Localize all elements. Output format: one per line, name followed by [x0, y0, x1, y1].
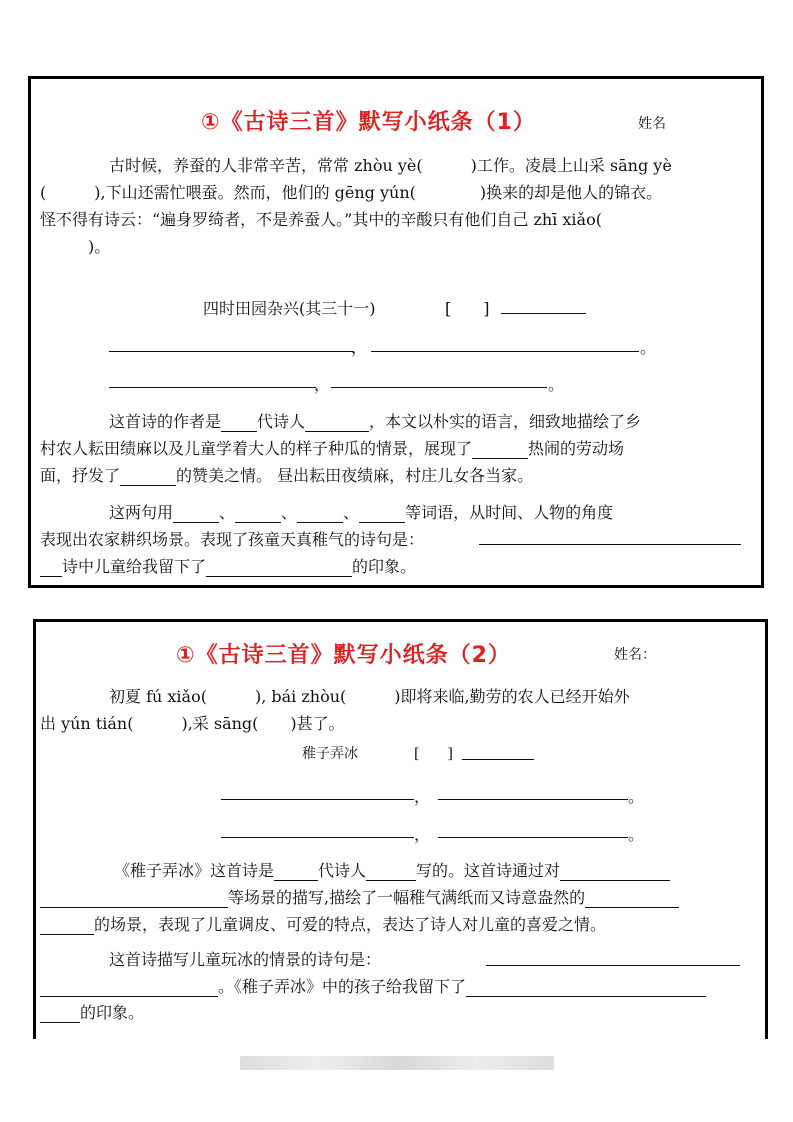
- paragraph-1-line-2: [40, 436, 624, 459]
- card-title: ①《古诗三首》默写小纸条（2）: [176, 643, 511, 668]
- period: 。: [548, 375, 565, 394]
- paragraph-1-line-3: [40, 463, 533, 486]
- answer-blank[interactable]: [173, 505, 219, 523]
- verse-blank[interactable]: [438, 837, 628, 838]
- text: 诗中儿童给我留下了: [62, 557, 207, 576]
- intro-line-1: 初夏 fú xiǎo( ), bái zhòu( )即将来临,勤劳的农人已经开始外: [109, 687, 630, 706]
- dictation-card-2: [33, 619, 768, 1039]
- answer-blank[interactable]: [297, 505, 343, 523]
- text: 热闹的劳动场: [528, 439, 625, 458]
- verse-blank[interactable]: [479, 544, 741, 545]
- blurred-watermark: [240, 1056, 554, 1070]
- text: 面，抒发了: [40, 466, 121, 485]
- answer-blank[interactable]: [40, 1005, 80, 1023]
- answer-blank[interactable]: [206, 559, 352, 577]
- text: 的赞美之情。 昼出耘田夜绩麻，村庄儿女各当家。: [176, 466, 534, 485]
- paragraph-1-line-3: [40, 912, 606, 935]
- name-label: 姓名：: [614, 647, 656, 663]
- author-blank[interactable]: [501, 313, 586, 314]
- separator: 、: [343, 503, 360, 522]
- answer-blank[interactable]: [40, 890, 228, 908]
- comma: ，: [414, 825, 431, 844]
- verse-blank[interactable]: [438, 799, 628, 800]
- paragraph-2-line-2: [40, 527, 424, 550]
- answer-blank[interactable]: [359, 505, 405, 523]
- verse-blank[interactable]: [371, 351, 639, 352]
- comma: ，: [351, 338, 368, 357]
- period: 。: [628, 787, 645, 806]
- text: 等场景的描写,描绘了一幅稚气满纸而又诗意盎然的: [228, 888, 586, 907]
- verse-blank[interactable]: [486, 965, 740, 966]
- poem-title: 稚子弄冰: [302, 746, 358, 762]
- answer-blank[interactable]: [472, 441, 528, 459]
- intro-line-4: )。: [40, 237, 111, 256]
- text: 的印象。: [80, 1003, 145, 1022]
- separator: 、: [219, 503, 236, 522]
- text: 写的。这首诗通过对: [416, 861, 561, 880]
- verse-blank[interactable]: [109, 351, 354, 352]
- verse-blank[interactable]: [331, 387, 547, 388]
- verse-blank[interactable]: [40, 979, 218, 997]
- author-blank[interactable]: [462, 759, 534, 760]
- dynasty-blank[interactable]: [274, 863, 318, 881]
- answer-blank[interactable]: [585, 890, 679, 908]
- paragraph-2-line-1: [109, 500, 613, 523]
- paragraph-2-line-3: [40, 1000, 144, 1023]
- comma: ，: [414, 787, 431, 806]
- text: 这首诗描写儿童玩冰的情景的诗句是：: [109, 950, 382, 969]
- intro-line-2: 出 yún tián( ),采 sāng( )甚了。: [40, 714, 345, 733]
- text: 等词语，从时间、人物的角度: [405, 503, 614, 522]
- separator: 、: [281, 503, 298, 522]
- paragraph-2-line-2: [40, 974, 706, 997]
- poet-blank[interactable]: [305, 414, 369, 432]
- text: 表现出农家耕织场景。表现了孩童天真稚气的诗句是：: [40, 530, 425, 549]
- poet-blank[interactable]: [366, 863, 416, 881]
- comma: ，: [314, 375, 331, 394]
- text: 的印象。: [352, 557, 417, 576]
- dynasty-bracket: [ ]: [414, 746, 453, 762]
- verse-blank[interactable]: [109, 387, 316, 388]
- paragraph-1-line-1: [114, 858, 670, 881]
- text: ，本文以朴实的语言，细致地描绘了乡: [369, 412, 642, 431]
- answer-blank[interactable]: [120, 468, 176, 486]
- verse-blank[interactable]: [40, 559, 62, 577]
- dictation-card-1: [28, 76, 764, 588]
- verse-blank[interactable]: [221, 837, 414, 838]
- paragraph-2-line-3: [40, 554, 416, 577]
- period: 。: [628, 825, 645, 844]
- answer-blank[interactable]: [40, 917, 94, 935]
- text: 。《稚子弄冰》中的孩子给我留下了: [218, 977, 467, 996]
- paragraph-2-line-1: [109, 947, 381, 970]
- name-label: 姓名: [638, 116, 666, 132]
- verse-blank[interactable]: [221, 799, 414, 800]
- dynasty-bracket: [ ]: [445, 299, 490, 318]
- poem-title: 四时田园杂兴(其三十一): [203, 299, 376, 318]
- answer-blank[interactable]: [466, 979, 706, 997]
- paragraph-1-line-1: [109, 409, 641, 432]
- period: 。: [640, 338, 657, 357]
- text: 这首诗的作者是: [109, 412, 222, 431]
- text: 村农人耘田绩麻以及儿童学着大人的样子种瓜的情景，展现了: [40, 439, 473, 458]
- answer-blank[interactable]: [235, 505, 281, 523]
- text: 代诗人: [257, 412, 306, 431]
- text: 这两句用: [109, 503, 174, 522]
- intro-line-3: 怪不得有诗云：“遍身罗绮者，不是养蚕人。”其中的辛酸只有他们自己 zhī xiǎo(: [40, 210, 602, 229]
- intro-line-2: ( ),下山还需忙喂蚕。然而，他们的 gēng yún( )换来的却是他人的锦衣。: [40, 183, 663, 202]
- card-title: ①《古诗三首》默写小纸条（1）: [201, 110, 536, 135]
- dynasty-blank[interactable]: [221, 414, 257, 432]
- text: 《稚子弄冰》这首诗是: [114, 861, 275, 880]
- answer-blank[interactable]: [560, 863, 670, 881]
- text: 的场景，表现了儿童调皮、可爱的特点，表达了诗人对儿童的喜爱之情。: [94, 915, 607, 934]
- paragraph-1-line-2: [40, 885, 679, 908]
- intro-line-1: 古时候，养蚕的人非常辛苦，常常 zhòu yè( )工作。凌晨上山采 sāng yè: [109, 156, 672, 175]
- text: 代诗人: [318, 861, 367, 880]
